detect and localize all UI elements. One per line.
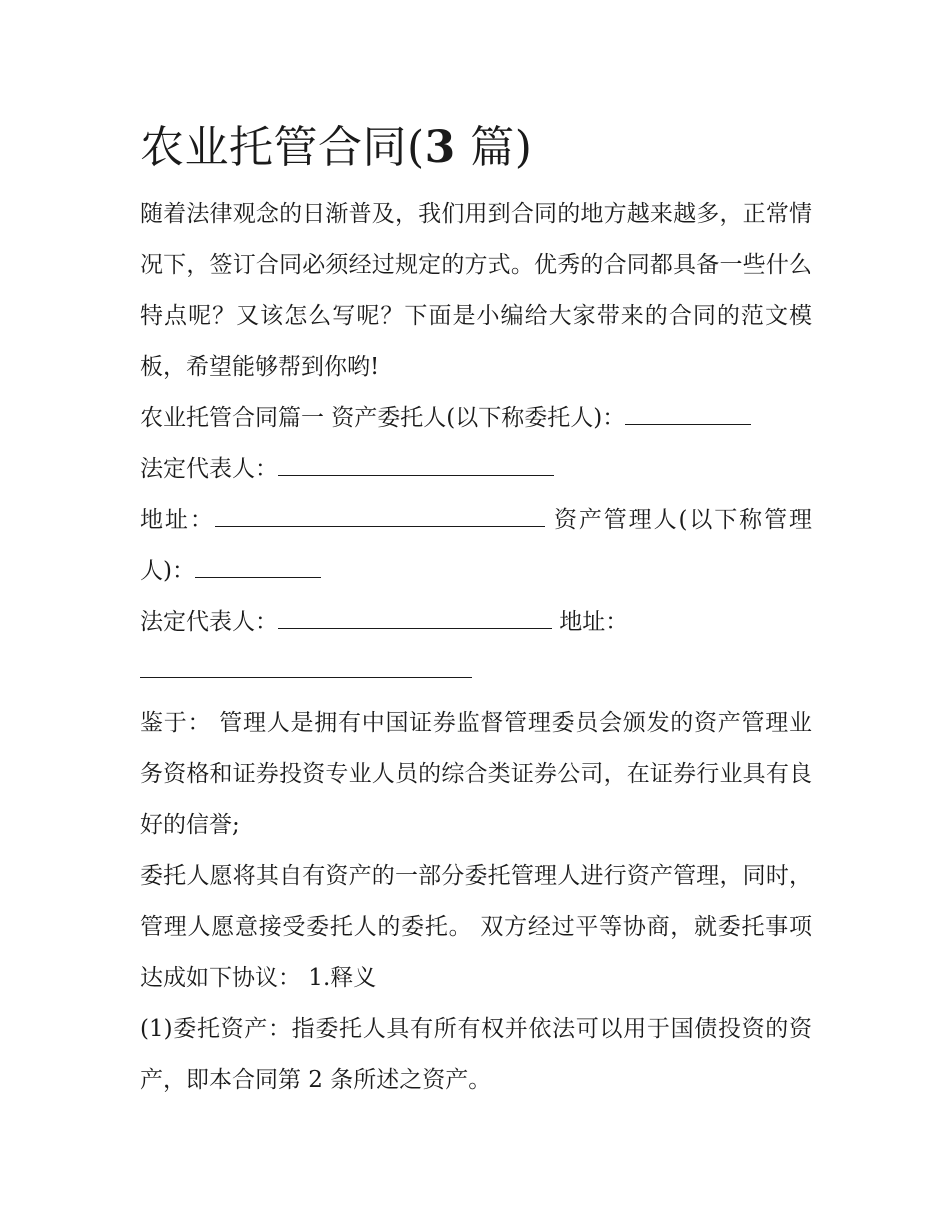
manager-label: 资产管理人(以下称管理人)：	[140, 507, 812, 584]
rep-line-1	[140, 444, 812, 495]
whereas-paragraph: 鉴于： 管理人是拥有中国证券监督管理委员会颁发的资产管理业务资格和证券投资专业人员的综合类证券公司，在证券行业具有良好的信誉;	[140, 710, 812, 838]
rep-label-2: 法定代表人：	[140, 609, 278, 635]
client-label: 农业托管合同篇一 资产委托人(以下称委托人)：	[140, 405, 626, 431]
intro-paragraph: 随着法律观念的日渐普及，我们用到合同的地方越来越多，正常情况下，签订合同必须经过规定的方式。优秀的合同都具备一些什么特点呢？又该怎么写呢？下面是小编给大家带来的合同的范文模板，希望能够帮到你哟!	[140, 201, 812, 380]
client-blank	[625, 402, 751, 425]
title-main: 农业托管合同(	[140, 122, 425, 173]
rep-address-line	[140, 597, 812, 648]
manager-blank	[195, 555, 321, 578]
rep-blank-1	[278, 453, 554, 476]
address-blank-2	[140, 648, 472, 678]
definition-paragraph: (1)委托资产：指委托人具有所有权并依法可以用于国债投资的资产，即本合同第 2 条所述之资产。	[140, 1016, 812, 1093]
document-body	[140, 113, 812, 1106]
entrust-paragraph: 委托人愿将其自有资产的一部分委托管理人进行资产管理，同时，管理人愿意接受委托人的委托。 双方经过平等协商，就委托事项达成如下协议： 1.释义	[140, 863, 812, 991]
address-manager-line	[140, 495, 812, 597]
address-label-2: 地址：	[552, 609, 629, 635]
title-count: 3	[424, 122, 456, 173]
title-tail: 篇)	[455, 122, 533, 173]
rep-blank-2	[278, 606, 552, 629]
client-line	[140, 393, 812, 444]
address-blank-1	[215, 504, 545, 527]
document-title	[140, 113, 812, 183]
address-label-1: 地址：	[140, 507, 215, 533]
rep-label-1: 法定代表人：	[140, 456, 278, 482]
